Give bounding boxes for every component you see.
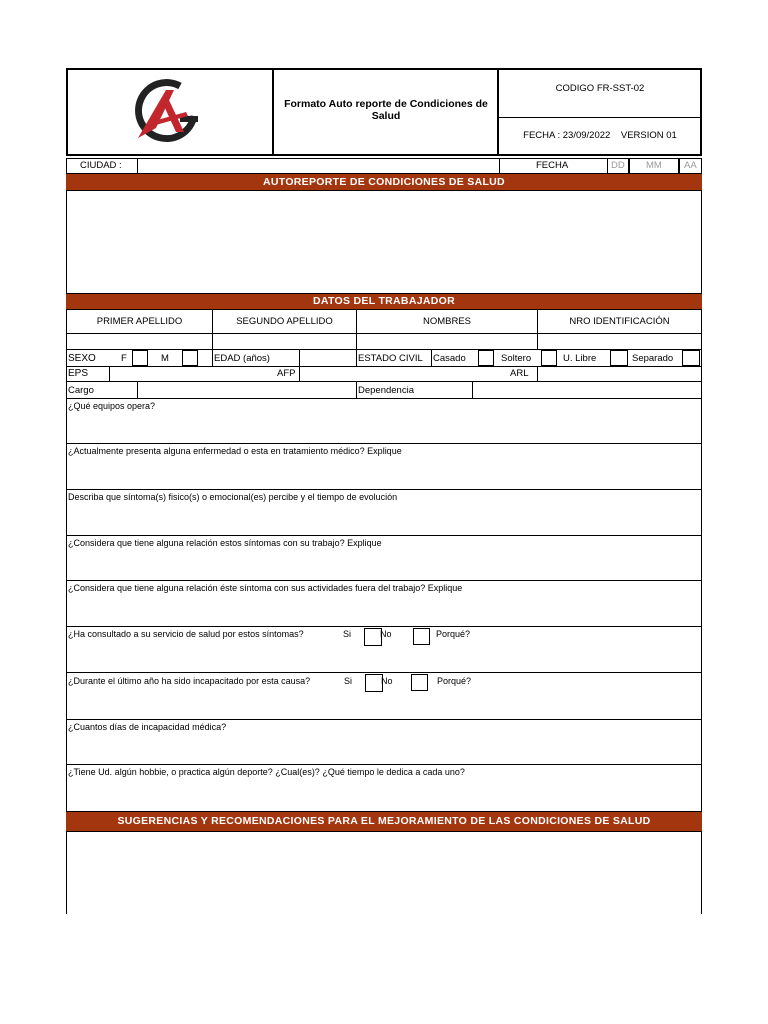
- identificacion-input[interactable]: [538, 334, 700, 349]
- incapacitado-porque-label: Porqué?: [437, 676, 472, 686]
- afp-input[interactable]: [300, 367, 500, 380]
- ulibre-label: U. Libre: [563, 353, 597, 364]
- segundo-apellido-input[interactable]: [213, 334, 355, 349]
- q3-row-top: [66, 489, 702, 490]
- incapacitado-no-checkbox[interactable]: [411, 674, 428, 691]
- sexo-div: [212, 349, 213, 366]
- casado-checkbox[interactable]: [478, 350, 494, 366]
- q9-row-top: [66, 764, 702, 765]
- cargo-label: Cargo: [68, 385, 94, 396]
- q4-row-top: [66, 535, 702, 536]
- question-enfermedad: ¿Actualmente presenta alguna enfermedad o esta en tratamiento médico? Explique: [68, 446, 402, 456]
- dependencia-label: Dependencia: [358, 385, 414, 396]
- separado-checkbox[interactable]: [682, 350, 700, 366]
- soltero-checkbox[interactable]: [541, 350, 557, 366]
- q8-row-top: [66, 719, 702, 720]
- sexo-m-label: M: [161, 353, 169, 364]
- q7-row-top: [66, 672, 702, 673]
- incapacitado-no-label: No: [381, 676, 393, 686]
- answer-relacion-trabajo[interactable]: [67, 551, 701, 579]
- logo-icon: [128, 72, 208, 152]
- question-incapacitado: ¿Durante el último año ha sido incapacitado por esta causa?: [68, 676, 311, 686]
- date-month-label: MM: [646, 160, 662, 171]
- incapacitado-si-label: Si: [344, 676, 353, 686]
- answer-dias-incapacidad[interactable]: [67, 735, 701, 763]
- header-divider-3: [497, 117, 702, 118]
- eps-label: EPS: [68, 368, 89, 379]
- sexo-f-label: F: [121, 353, 127, 364]
- casado-div: [431, 349, 432, 366]
- section-autoreporte: AUTOREPORTE DE CONDICIONES DE SALUD: [66, 173, 702, 191]
- answer-hobbie[interactable]: [67, 780, 701, 810]
- q5-row-top: [66, 580, 702, 581]
- answer-enfermedad[interactable]: [67, 459, 701, 488]
- consultado-no-checkbox[interactable]: [413, 628, 430, 645]
- edad-input[interactable]: [300, 350, 355, 365]
- question-dias-incapacidad: ¿Cuantos días de incapacidad médica?: [68, 722, 227, 732]
- sexo-label: SEXO: [68, 353, 96, 364]
- question-relacion-fuera: ¿Considera que tiene alguna relación éste síntoma con sus actividades fuera del trabajo? Explique: [68, 583, 463, 593]
- header-divider-2: [497, 68, 499, 156]
- q1-row-top: [66, 398, 702, 399]
- dependencia-input[interactable]: [473, 382, 700, 397]
- section-sugerencias: SUGERENCIAS Y RECOMENDACIONES PARA EL MEJORAMIENTO DE LAS CONDICIONES DE SALUD: [66, 811, 702, 832]
- casado-label: Casado: [433, 353, 466, 364]
- arl-input[interactable]: [538, 367, 700, 380]
- form-right-border: [701, 158, 702, 914]
- header-nro-identificacion: NRO IDENTIFICACIÓN: [569, 316, 670, 327]
- separado-label: Separado: [632, 353, 674, 364]
- answer-incapacitado[interactable]: [67, 694, 701, 718]
- form-code: CODIGO FR-SST-02: [555, 83, 645, 94]
- consultado-si-label: Si: [343, 629, 352, 639]
- city-input[interactable]: [138, 159, 498, 173]
- edad-label: EDAD (años): [214, 353, 270, 364]
- sugerencias-area[interactable]: [67, 833, 701, 913]
- soltero-label: Soltero: [501, 353, 532, 364]
- answer-relacion-fuera[interactable]: [67, 596, 701, 625]
- question-hobbie: ¿Tiene Ud. algún hobbie, o practica algún deporte? ¿Cual(es)? ¿Qué tiempo le dedica a cada uno?: [68, 767, 465, 777]
- ulibre-checkbox[interactable]: [610, 350, 628, 366]
- afp-label: AFP: [277, 368, 296, 379]
- date-day-label: DD: [611, 160, 625, 171]
- sexo-f-checkbox[interactable]: [132, 350, 148, 366]
- cargo-input[interactable]: [138, 382, 355, 397]
- question-sintomas: Describa que síntoma(s) fisico(s) o emocional(es) percibe y el tiempo de evolución: [68, 492, 398, 502]
- q6-row-top: [66, 626, 702, 627]
- question-equipos: ¿Qué equipos opera?: [68, 401, 156, 411]
- answer-sintomas[interactable]: [67, 505, 701, 534]
- header-primer-apellido: PRIMER APELLIDO: [96, 316, 183, 327]
- header-segundo-apellido: SEGUNDO APELLIDO: [236, 316, 333, 327]
- dependencia-div-1: [356, 381, 357, 398]
- answer-equipos[interactable]: [67, 414, 701, 442]
- header-divider-1: [272, 68, 274, 156]
- consultado-no-label: No: [380, 629, 392, 639]
- q2-row-top: [66, 443, 702, 444]
- date-year-label: AA: [684, 160, 697, 171]
- consultado-porque-label: Porqué?: [436, 629, 471, 639]
- primer-apellido-input[interactable]: [67, 334, 211, 349]
- answer-consultado[interactable]: [67, 648, 701, 671]
- sexo-row-top: [66, 349, 702, 350]
- date-divider: [499, 158, 500, 174]
- question-relacion-trabajo: ¿Considera que tiene alguna relación estos síntomas con su trabajo? Explique: [68, 538, 382, 548]
- section-datos-trabajador: DATOS DEL TRABAJADOR: [66, 293, 702, 310]
- eps-input[interactable]: [110, 367, 274, 380]
- question-consultado: ¿Ha consultado a su servicio de salud por estos síntomas?: [68, 629, 304, 639]
- form-title: Formato Auto reporte de Condiciones de Salud: [284, 98, 488, 122]
- header-nombres: NOMBRES: [422, 316, 472, 327]
- sexo-m-checkbox[interactable]: [182, 350, 198, 366]
- estado-civil-label: ESTADO CIVIL: [358, 353, 423, 364]
- city-label: CIUDAD :: [80, 160, 122, 171]
- form-date-version: FECHA : 23/09/2022 VERSION 01: [523, 130, 677, 141]
- autoreporte-area[interactable]: [67, 192, 701, 293]
- nombres-input[interactable]: [357, 334, 536, 349]
- arl-label: ARL: [510, 368, 529, 379]
- date-label: FECHA: [536, 160, 569, 171]
- estado-div: [356, 349, 357, 366]
- company-logo: [128, 72, 208, 152]
